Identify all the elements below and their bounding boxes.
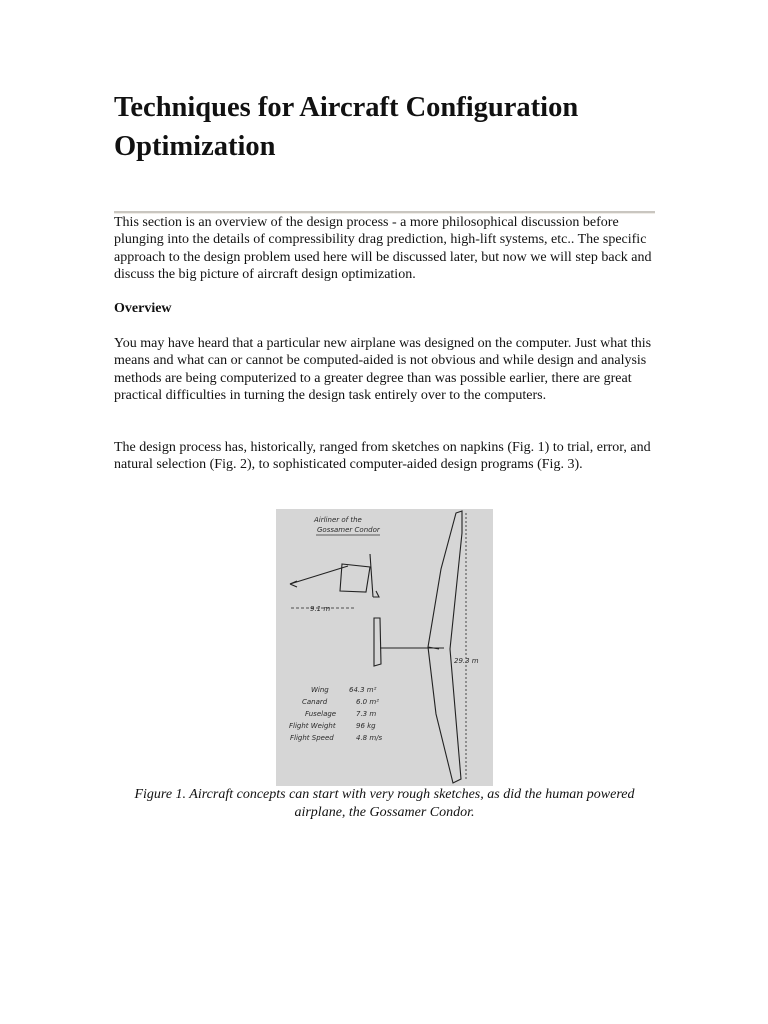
- overview-heading: Overview: [114, 301, 172, 316]
- spec-value: 96 kg: [356, 722, 376, 730]
- sketch-title-line2: Gossamer Condor: [317, 526, 380, 534]
- spec-table: [289, 686, 383, 742]
- side-view-propeller: [373, 591, 379, 597]
- spec-label: Flight Weight: [289, 722, 336, 730]
- side-view-drawing: [290, 554, 379, 597]
- intro-paragraph: This section is an overview of the design process - a more philosophical discussion before plunging into the details of compressibility drag prediction, high-lift systems, etc.. The specific approach to the design problem used here will be discussed later, but now we will step back and discuss the big picture of aircraft design optimization.: [114, 215, 652, 283]
- sketch-title-line1: Airliner of the: [314, 516, 362, 524]
- spec-value: 6.0 m²: [356, 698, 379, 706]
- side-view-fuselage: [290, 566, 348, 584]
- side-view-canard: [290, 581, 297, 587]
- spec-label: Wing: [311, 686, 329, 694]
- spec-label: Flight Speed: [290, 734, 334, 742]
- span-label: 29.3 m: [454, 657, 479, 665]
- top-view-canard: [374, 618, 381, 666]
- spec-value: 64.3 m²: [349, 686, 377, 694]
- figure-caption: Figure 1. Aircraft concepts can start with very rough sketches, as did the human powered airplane, the Gossamer Condor.: [134, 787, 635, 820]
- side-view-pylon: [370, 554, 373, 597]
- side-view-pilot-cage: [340, 564, 370, 592]
- spec-value: 7.3 m: [356, 710, 377, 718]
- body-paragraph: You may have heard that a particular new airplane was designed on the computer. Just what this means and what can or cannot be computed-aided is not obvious and while design and analysis methods are being computerized to a greater degree than was possible earlier, there are great practical difficulties in turning the design task entirely over to the computers.: [114, 336, 652, 404]
- body-paragraph: The design process has, historically, ranged from sketches on napkins (Fig. 1) to trial, error, and natural selection (Fig. 2), to sophisticated computer-aided design programs (Fig. 3).: [114, 440, 651, 473]
- length-label: 9.1 m: [310, 605, 331, 613]
- spec-label: Fuselage: [305, 710, 337, 718]
- gossamer-condor-sketch: [276, 509, 493, 786]
- spec-value: 4.8 m/s: [356, 734, 383, 742]
- top-view-wing: [428, 511, 462, 783]
- page-title: Techniques for Aircraft Configuration Optimization: [114, 92, 579, 162]
- top-view-drawing: [374, 511, 462, 783]
- figure-1-sketch: [276, 509, 493, 786]
- spec-label: Canard: [302, 698, 328, 706]
